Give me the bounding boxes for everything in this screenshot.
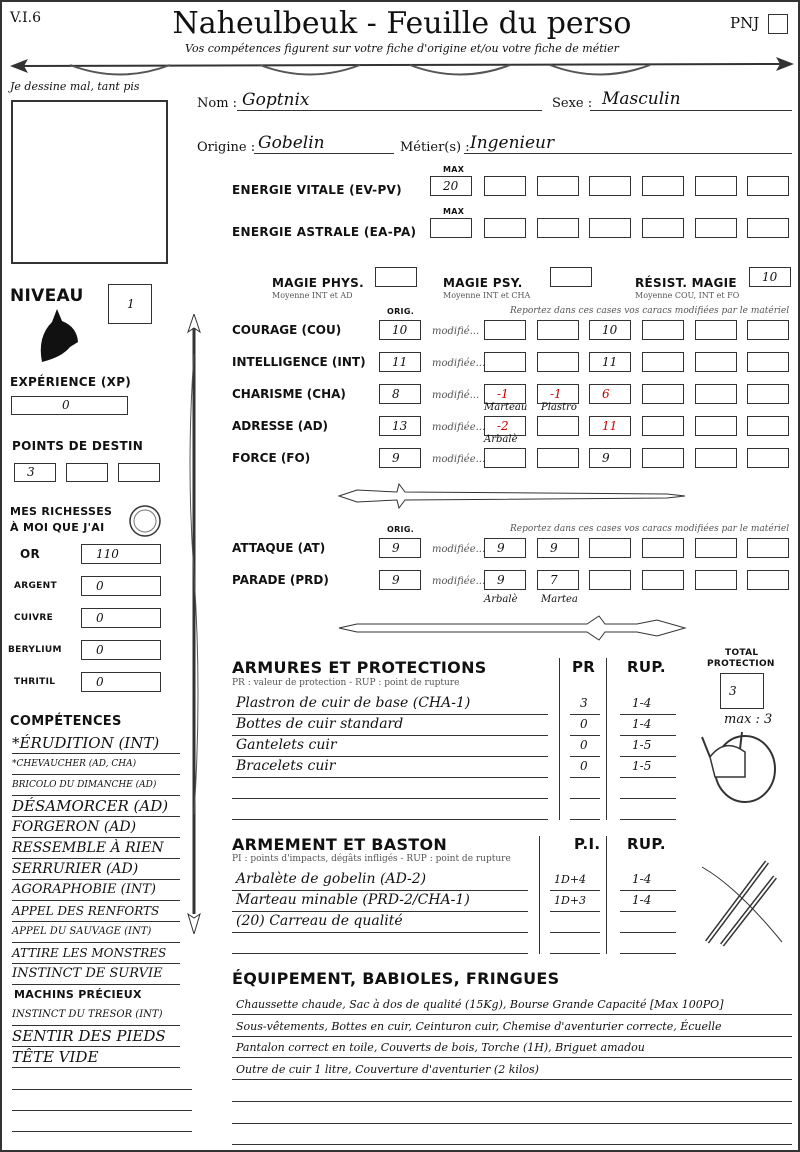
underline: [237, 110, 542, 111]
stat-modified-box[interactable]: [537, 416, 579, 436]
magic-resist-note: Moyenne COU, INT et FO: [635, 291, 740, 300]
destiny-label: POINTS DE DESTIN: [12, 439, 144, 453]
blank-line: [12, 1110, 192, 1111]
max-label: MAX: [443, 165, 465, 174]
stat-label: PARADE (PRD): [232, 573, 329, 587]
money-box[interactable]: 0: [81, 608, 161, 628]
stat-modified-box[interactable]: 9: [589, 448, 631, 468]
magic-psy-note: Moyenne INT et CHA: [443, 291, 531, 300]
row-line: [570, 756, 600, 757]
max-label: MAX: [443, 207, 465, 216]
row-line: [550, 890, 600, 891]
row-line: [570, 798, 600, 799]
row-line: [232, 953, 528, 954]
stat-modified-box[interactable]: [695, 320, 737, 340]
weapon-pi[interactable]: 1D+3: [554, 894, 587, 907]
underline: [254, 153, 394, 154]
sword-icon: [337, 482, 687, 510]
ev-box[interactable]: [747, 176, 789, 196]
level-box[interactable]: 1: [108, 284, 152, 324]
page-subtitle: Vos compétences figurent sur votre fiche d'origine et/ou votre fiche de métier: [185, 42, 619, 55]
armor-name[interactable]: Plastron de cuir de base (CHA-1): [236, 695, 471, 711]
modified-label: modifié...: [432, 326, 480, 337]
money-box[interactable]: 0: [81, 640, 161, 660]
row-line: [232, 735, 548, 736]
money-box[interactable]: 110: [81, 544, 161, 564]
armor-name[interactable]: Gantelets cuir: [236, 737, 337, 753]
skill-item[interactable]: DÉSAMORCER (AD): [12, 796, 180, 817]
row-line: [232, 911, 528, 912]
rup-header: RUP.: [627, 658, 666, 676]
stat-modified-box[interactable]: [484, 320, 526, 340]
stat-modified-box[interactable]: 11: [589, 416, 631, 436]
ev-box[interactable]: [589, 176, 631, 196]
stat-modified-box[interactable]: [642, 352, 684, 372]
stat-modified-box[interactable]: 9: [484, 538, 526, 558]
money-label: BERYLIUM: [8, 645, 62, 655]
money-label: THRITIL: [14, 677, 56, 687]
armor-note: PR : valeur de protection - RUP : point de rupture: [232, 678, 460, 688]
blank-line: [12, 1089, 192, 1090]
pi-header: P.I.: [574, 835, 601, 853]
modifier-source-note: Marteau: [484, 402, 528, 413]
armor-pr[interactable]: 0: [580, 738, 588, 752]
row-line: [550, 932, 600, 933]
ev-box[interactable]: [695, 176, 737, 196]
skill-item[interactable]: INSTINCT DU TRESOR (INT): [12, 1005, 180, 1026]
origin-label: Origine :: [197, 140, 256, 155]
row-line: [570, 735, 600, 736]
crossed-weapons-icon: [697, 857, 787, 947]
stat-orig-box[interactable]: 9: [379, 570, 421, 590]
stat-modified-box[interactable]: [747, 352, 789, 372]
weapon-name[interactable]: (20) Carreau de qualité: [236, 913, 403, 929]
sex-label: Sexe :: [552, 96, 593, 111]
equipment-line[interactable]: Chaussette chaude, Sac à dos de qualité (15Kg), Bourse Grande Capacité [Max 100PO]: [236, 998, 724, 1011]
row-line: [232, 1101, 792, 1102]
stat-modified-box[interactable]: 9: [537, 538, 579, 558]
stat-modified-box[interactable]: -1: [537, 384, 579, 404]
name-field[interactable]: Goptnix: [242, 90, 310, 110]
weapon-rup[interactable]: 1-4: [632, 893, 652, 907]
stat-modified-box[interactable]: [642, 448, 684, 468]
skill-item[interactable]: INSTINCT DE SURVIE: [12, 964, 180, 985]
stat-modified-box[interactable]: 11: [589, 352, 631, 372]
row-line: [620, 911, 676, 912]
row-line: [620, 953, 676, 954]
skill-item[interactable]: *ÉRUDITION (INT): [12, 733, 180, 754]
max-protection: max : 3: [724, 712, 773, 727]
row-line: [232, 756, 548, 757]
magic-phys-note: Moyenne INT et AD: [272, 291, 353, 300]
weapon-name[interactable]: Marteau minable (PRD-2/CHA-1): [236, 892, 470, 908]
skill-item[interactable]: SERRURIER (AD): [12, 859, 180, 880]
stat-label: CHARISME (CHA): [232, 387, 346, 401]
money-box[interactable]: 0: [81, 576, 161, 596]
ea-box[interactable]: [747, 218, 789, 238]
modifier-source-note: Plastro: [541, 402, 577, 413]
row-line: [232, 819, 548, 820]
version-label: V.I.6: [10, 10, 42, 26]
skill-item[interactable]: SENTIR DES PIEDS: [12, 1026, 180, 1047]
row-line: [620, 932, 676, 933]
stat-modified-box[interactable]: -1: [484, 384, 526, 404]
divider: [606, 658, 607, 820]
stat-orig-box[interactable]: 10: [379, 320, 421, 340]
magic-psy-label: MAGIE PSY.: [443, 276, 523, 290]
skill-item[interactable]: AGORAPHOBIE (INT): [12, 880, 180, 901]
row-line: [620, 777, 676, 778]
row-line: [620, 819, 676, 820]
skill-item[interactable]: FORGERON (AD): [12, 817, 180, 838]
ea-box[interactable]: [642, 218, 684, 238]
equipment-line[interactable]: Pantalon correct en toile, Couverts de bois, Torche (1H), Briguet amadou: [236, 1041, 645, 1055]
row-line: [620, 735, 676, 736]
equipment-line[interactable]: Sous-vêtements, Bottes en cuir, Ceinturon cuir, Chemise d'aventurier correcte, Écuelle: [236, 1019, 722, 1033]
equipment-line[interactable]: Outre de cuir 1 litre, Couverture d'aventurier (2 kilos): [236, 1063, 539, 1077]
skill-item[interactable]: RESSEMBLE À RIEN: [12, 838, 180, 859]
skill-item[interactable]: BRICOLO DU DIMANCHE (AD): [12, 775, 180, 796]
stat-modified-box[interactable]: [695, 448, 737, 468]
level-label: NIVEAU: [10, 286, 84, 306]
orig-label: ORIG.: [387, 525, 415, 534]
armor-name[interactable]: Bottes de cuir standard: [236, 716, 404, 732]
helmet-shield-icon: [700, 727, 780, 807]
skill-item[interactable]: ATTIRE LES MONSTRES: [12, 943, 180, 964]
modified-label: modifiée...: [432, 544, 486, 555]
orig-label: ORIG.: [387, 307, 415, 316]
stat-orig-box[interactable]: 8: [379, 384, 421, 404]
armor-rup[interactable]: 1-5: [632, 738, 652, 752]
pr-header: PR: [572, 658, 596, 676]
ea-box[interactable]: [695, 218, 737, 238]
weapons-note: PI : points d'impacts, dégâts infligés - RUP : point de rupture: [232, 854, 511, 864]
stat-modified-box[interactable]: [695, 538, 737, 558]
divider: [559, 658, 560, 820]
row-line: [550, 953, 600, 954]
row-line: [232, 1123, 792, 1124]
row-line: [570, 714, 600, 715]
row-line: [620, 798, 676, 799]
modifier-source-note: Arbalè: [484, 594, 518, 605]
magic-psy-box[interactable]: [550, 267, 592, 287]
money-label: CUIVRE: [14, 613, 54, 623]
page-title: Naheulbeuk - Feuille du perso: [172, 6, 632, 41]
stat-modified-box[interactable]: [642, 538, 684, 558]
portrait-caption: Je dessine mal, tant pis: [10, 80, 140, 93]
stat-modified-box[interactable]: [747, 384, 789, 404]
npc-checkbox[interactable]: [768, 14, 788, 34]
stat-label: ADRESSE (AD): [232, 419, 329, 433]
ev-box[interactable]: 20: [430, 176, 472, 196]
rup-header: RUP.: [627, 835, 666, 853]
money-box[interactable]: 0: [81, 672, 161, 692]
wealth-label: À MOI QUE J'AI: [10, 521, 105, 534]
row-line: [232, 714, 548, 715]
armor-rup[interactable]: 1-5: [632, 759, 652, 773]
ea-box[interactable]: [589, 218, 631, 238]
stat-modified-box[interactable]: [747, 538, 789, 558]
stat-modified-box[interactable]: [642, 384, 684, 404]
stat-modified-box[interactable]: [695, 570, 737, 590]
stat-modified-box[interactable]: [747, 416, 789, 436]
armor-pr[interactable]: 0: [580, 759, 588, 773]
destiny-box[interactable]: 3: [14, 463, 56, 482]
npc-label: PNJ: [730, 14, 760, 32]
stat-modified-box[interactable]: [589, 538, 631, 558]
spear-icon: [182, 314, 206, 934]
modified-label: modifiée...: [432, 576, 486, 587]
armor-pr[interactable]: 0: [580, 717, 588, 731]
stat-modified-box[interactable]: [484, 352, 526, 372]
modified-label: modifié...: [432, 390, 480, 401]
weapons-title: ARMEMENT ET BASTON: [232, 835, 448, 854]
row-line: [550, 911, 600, 912]
stat-modified-box[interactable]: [589, 570, 631, 590]
ev-box[interactable]: [537, 176, 579, 196]
stat-modified-box[interactable]: [484, 448, 526, 468]
total-label: TOTAL: [725, 648, 759, 658]
ev-box[interactable]: [642, 176, 684, 196]
arrow-divider-icon: [10, 56, 794, 80]
destiny-box[interactable]: [66, 463, 108, 482]
report-note: Reportez dans ces cases vos caracs modifiées par le matériel: [510, 306, 790, 316]
stat-label: COURAGE (COU): [232, 323, 342, 337]
divider: [539, 836, 540, 954]
sex-field[interactable]: Masculin: [602, 89, 681, 109]
stat-orig-box[interactable]: 9: [379, 538, 421, 558]
magic-resist-label: RÉSIST. MAGIE: [635, 276, 737, 290]
stat-label: ATTAQUE (AT): [232, 541, 326, 555]
stat-label: INTELLIGENCE (INT): [232, 355, 366, 369]
modified-label: modifiée...: [432, 454, 486, 465]
weapon-name[interactable]: Arbalète de gobelin (AD-2): [236, 871, 427, 887]
skill-item[interactable]: *CHEVAUCHER (AD, CHA): [12, 754, 180, 775]
row-line: [620, 714, 676, 715]
row-line: [232, 932, 528, 933]
underline: [464, 153, 792, 154]
coin-icon: [128, 504, 162, 538]
stat-modified-box[interactable]: -2: [484, 416, 526, 436]
stat-modified-box[interactable]: [537, 320, 579, 340]
ev-box[interactable]: [484, 176, 526, 196]
modified-label: modifiée...: [432, 358, 486, 369]
skills-label: COMPÉTENCES: [10, 714, 122, 729]
row-line: [232, 1079, 792, 1080]
weapon-pi[interactable]: 1D+4: [554, 873, 587, 886]
stat-orig-box[interactable]: 11: [379, 352, 421, 372]
ev-label: ENERGIE VITALE (EV-PV): [232, 183, 402, 197]
wealth-label: MES RICHESSES: [10, 505, 113, 518]
ea-box[interactable]: [484, 218, 526, 238]
stat-modified-box[interactable]: [537, 448, 579, 468]
row-line: [570, 819, 600, 820]
magic-phys-label: MAGIE PHYS.: [272, 276, 364, 290]
magic-phys-box[interactable]: [375, 267, 417, 287]
skill-item[interactable]: TÊTE VIDE: [12, 1047, 180, 1068]
sword-icon: [337, 614, 687, 642]
row-line: [620, 890, 676, 891]
name-label: Nom :: [197, 96, 238, 111]
divider: [606, 836, 607, 954]
stat-modified-box[interactable]: [695, 416, 737, 436]
destiny-box[interactable]: [118, 463, 160, 482]
skill-item[interactable]: APPEL DU SAUVAGE (INT): [12, 922, 180, 943]
stat-modified-box[interactable]: [695, 384, 737, 404]
row-line: [232, 1057, 792, 1058]
equipment-title: ÉQUIPEMENT, BABIOLES, FRINGUES: [232, 969, 560, 988]
money-label: ARGENT: [14, 581, 57, 591]
row-line: [620, 756, 676, 757]
armor-name[interactable]: Bracelets cuir: [236, 758, 336, 774]
magic-resist-box[interactable]: 10: [749, 267, 791, 287]
weapon-rup[interactable]: 1-4: [632, 872, 652, 886]
row-line: [232, 777, 548, 778]
stat-modified-box[interactable]: [747, 448, 789, 468]
stat-modified-box[interactable]: 10: [589, 320, 631, 340]
row-line: [232, 1014, 792, 1015]
xp-label: EXPÉRIENCE (XP): [10, 375, 132, 389]
row-line: [232, 798, 548, 799]
stat-orig-box[interactable]: 13: [379, 416, 421, 436]
job-field[interactable]: Ingenieur: [470, 133, 555, 153]
blank-line: [12, 1131, 192, 1132]
ea-label: ENERGIE ASTRALE (EA-PA): [232, 225, 417, 239]
underline: [590, 110, 792, 111]
treasure-label: MACHINS PRÉCIEUX: [14, 988, 142, 1001]
modified-label: modifiée...: [432, 422, 486, 433]
stat-modified-box[interactable]: [695, 352, 737, 372]
portrait-box[interactable]: [11, 100, 168, 264]
ea-box[interactable]: [537, 218, 579, 238]
modifier-source-note: Martea: [541, 594, 578, 605]
skill-item[interactable]: APPEL DES RENFORTS: [12, 901, 180, 922]
row-line: [232, 1036, 792, 1037]
ea-box[interactable]: [430, 218, 472, 238]
row-line: [232, 1144, 792, 1145]
report-note: Reportez dans ces cases vos caracs modifiées par le matériel: [510, 524, 790, 534]
armor-title: ARMURES ET PROTECTIONS: [232, 658, 487, 677]
stat-modified-box[interactable]: [642, 570, 684, 590]
stat-modified-box[interactable]: [747, 570, 789, 590]
stat-modified-box[interactable]: [642, 416, 684, 436]
dragon-icon: [32, 307, 82, 367]
row-line: [232, 890, 528, 891]
armor-rup[interactable]: 1-4: [632, 717, 652, 731]
total-protection-box[interactable]: 3: [720, 673, 764, 709]
armor-rup[interactable]: 1-4: [632, 696, 652, 710]
money-label: OR: [20, 547, 41, 561]
stat-modified-box[interactable]: 7: [537, 570, 579, 590]
stat-modified-box[interactable]: 9: [484, 570, 526, 590]
stat-modified-box[interactable]: [642, 320, 684, 340]
stat-label: FORCE (FO): [232, 451, 311, 465]
job-label: Métier(s) :: [400, 140, 470, 155]
stat-modified-box[interactable]: 6: [589, 384, 631, 404]
stat-modified-box[interactable]: [537, 352, 579, 372]
row-line: [570, 777, 600, 778]
origin-field[interactable]: Gobelin: [258, 133, 325, 153]
xp-box[interactable]: 0: [11, 396, 128, 415]
stat-modified-box[interactable]: [747, 320, 789, 340]
armor-pr[interactable]: 3: [580, 696, 588, 710]
stat-orig-box[interactable]: 9: [379, 448, 421, 468]
modifier-source-note: Arbalè: [484, 434, 518, 445]
total-label: PROTECTION: [707, 659, 775, 669]
